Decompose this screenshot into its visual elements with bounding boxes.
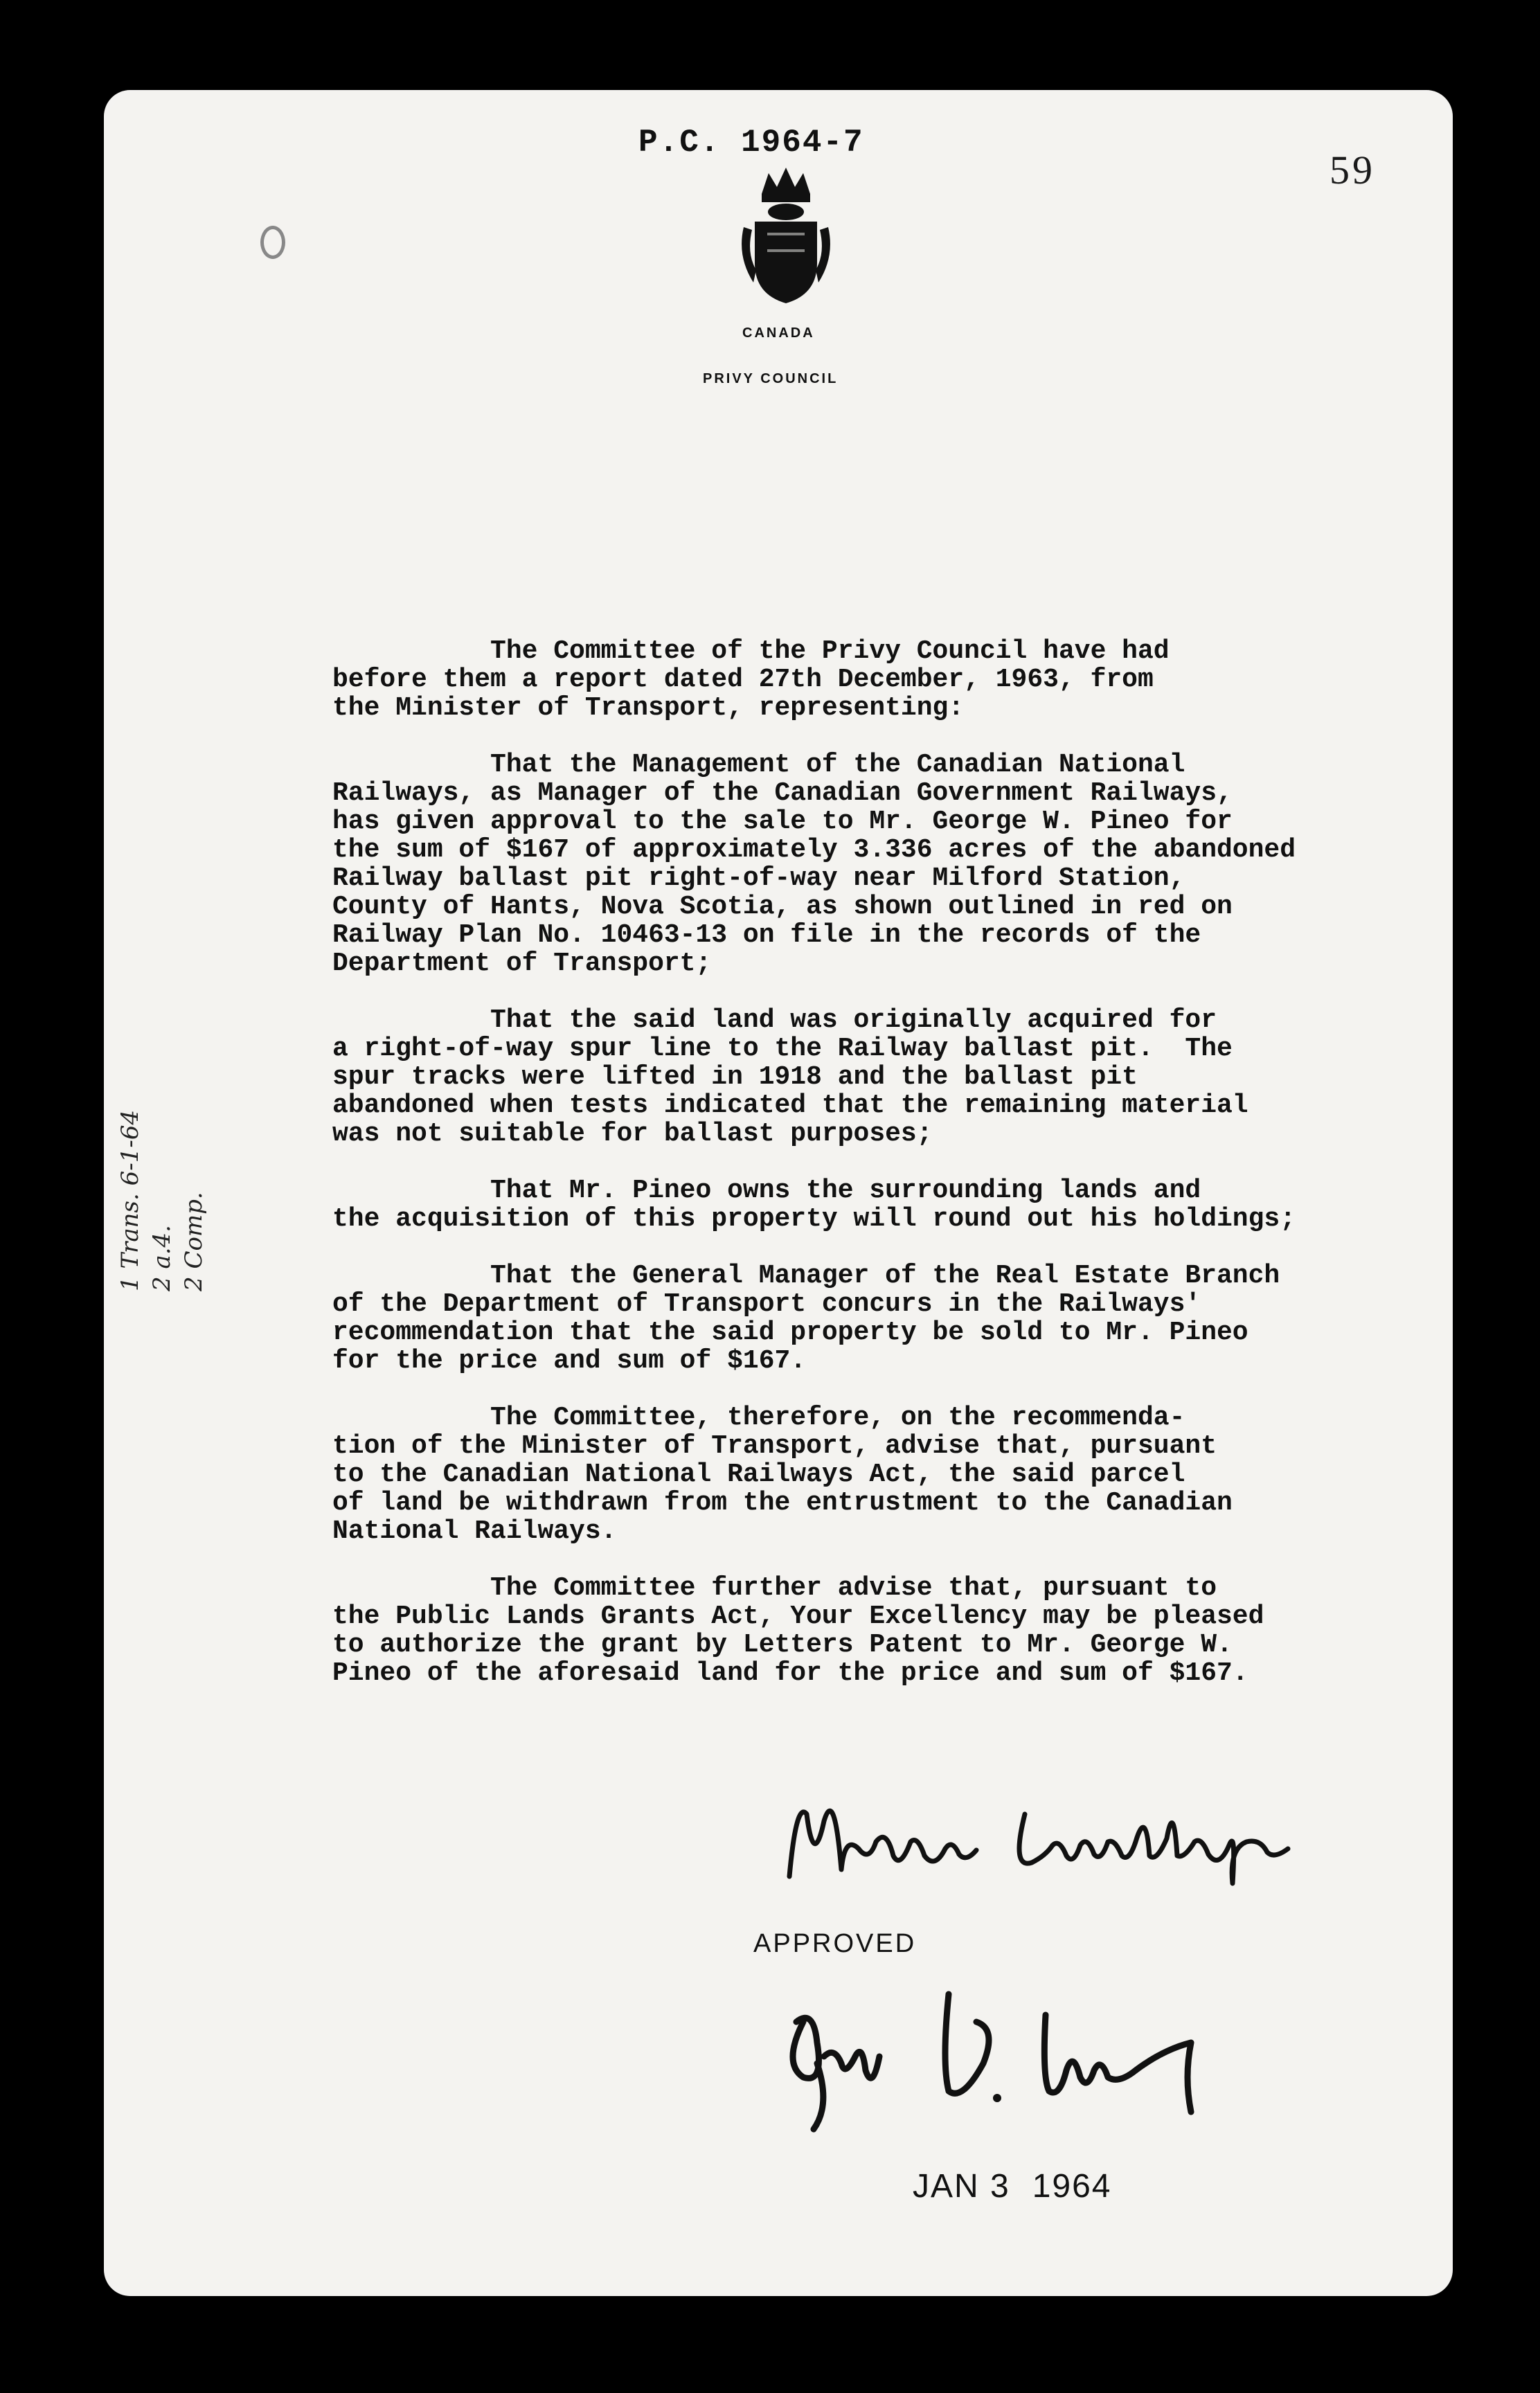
stamp-month-day: JAN 3: [913, 2168, 1010, 2205]
paragraph: That the Management of the Canadian National Railways, as Manager of the Canadian Government Railways, has given approval to the sale to Mr. George W. Pineo for the sum of $167 of approximately 3.336 acres of the abandoned Railway ballast pit right-of-way near Milford Station, County of Hants, Nova Scotia, as shown outlined in red on Railway Plan No. 10463-13 on file in the records of the Department of Transport;: [332, 750, 1296, 978]
handwritten-margin-note: [114, 1084, 274, 1291]
paragraph: That the General Manager of the Real Estate Branch of the Department of Transport concurs in the Railways' recommendation that the said property be sold to Mr. Pineo for the price and sum of $167.: [332, 1261, 1280, 1376]
paragraph: The Committee, therefore, on the recommenda- tion of the Minister of Transport, advise that, pursuant to the Canadian National Railways Act, the said parcel of land be withdrawn from the entrustment to the Canadian National Railways.: [332, 1403, 1233, 1546]
approved-label: APPROVED: [753, 1929, 917, 1958]
margin-note-line: 1 Trans. 6-1-64: [116, 1109, 144, 1291]
header-country: CANADA: [742, 325, 815, 341]
paragraph: That Mr. Pineo owns the surrounding lands and the acquisition of this property will round out his holdings;: [332, 1176, 1296, 1234]
governor-general-signature: [776, 1980, 1219, 2140]
punch-hole-mark: [260, 226, 285, 259]
paragraph: That the said land was originally acquired for a right-of-way spur line to the Railway ballast pit. The spur tracks were lifted in 1918 and the ballast pit abandoned when tests indicated that the remaining material was not suitable for ballast purposes;: [332, 1005, 1248, 1149]
order-number: P.C. 1964-7: [638, 125, 864, 161]
paragraph: The Committee of the Privy Council have had before them a report dated 27th December, 1963, from the Minister of Transport, representing:: [332, 636, 1170, 723]
stamp-year: 1964: [1032, 2168, 1112, 2205]
page-number: 59: [1329, 147, 1375, 192]
paragraph: The Committee further advise that, pursuant to the Public Lands Grants Act, Your Excellency may be pleased to authorize the grant by Letters Patent to Mr. George W. Pineo of the aforesaid land for the price and sum of $167.: [332, 1573, 1264, 1688]
order-body: [332, 637, 1413, 1716]
margin-note-line: 2 Comp.: [180, 1192, 208, 1291]
approval-date-stamp: [913, 2167, 1112, 2205]
margin-note-line: 2 a.4.: [148, 1225, 176, 1291]
canadian-crest-icon: [734, 166, 838, 305]
minister-signature: [776, 1773, 1343, 1897]
header-office: PRIVY COUNCIL: [703, 371, 839, 386]
